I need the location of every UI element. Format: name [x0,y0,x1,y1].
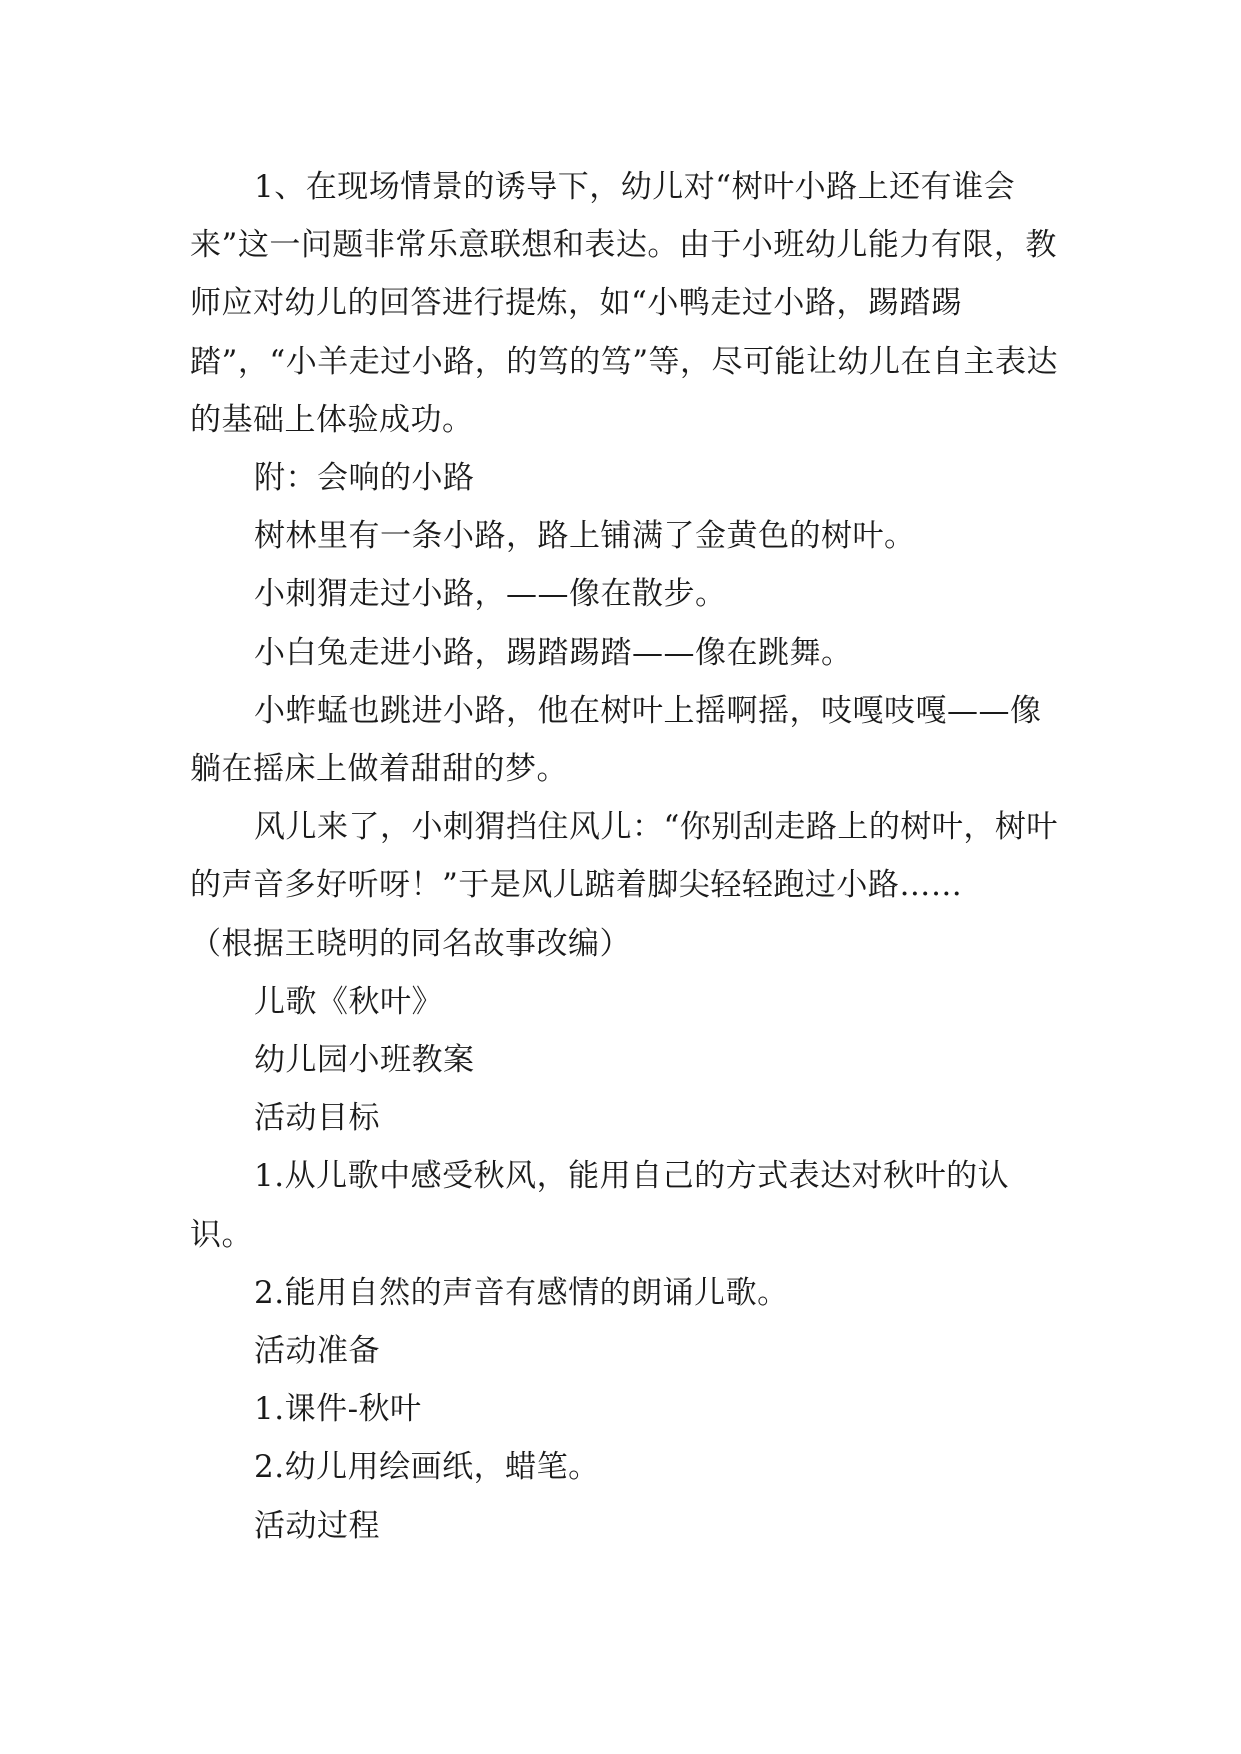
heading-appendix-story: 附：会响的小路 [254,460,475,497]
heading-activity-goals: 活动目标 [254,1100,380,1137]
goal-item: 2.能用自然的声音有感情的朗诵儿歌。 [254,1274,789,1311]
document-page [190,158,1060,1555]
story-line: 风儿来了，小刺猬挡住风儿：“你别刮走路上的树叶，树叶的声音多好听呀！”于是风儿踮着脚尖轻轻跑过小路…… [190,809,1058,904]
story-line: 树林里有一条小路，路上铺满了金黄色的树叶。 [254,518,916,555]
story-source-note: （根据王晓明的同名故事改编） [190,925,631,962]
preparation-item: 1.课件-秋叶 [254,1391,422,1428]
story-line: 小蚱蜢也跳进小路，他在树叶上摇啊摇，吱嘎吱嘎——像躺在摇床上做着甜甜的梦。 [190,692,1042,788]
goal-item: 1.从儿歌中感受秋风，能用自己的方式表达对秋叶的认识。 [190,1158,1010,1253]
heading-song-title: 儿歌《秋叶》 [254,983,443,1020]
story-line: 小刺猬走过小路，——像在散步。 [254,576,727,613]
preparation-item: 2.幼儿用绘画纸，蜡笔。 [254,1449,600,1486]
heading-activity-preparation: 活动准备 [254,1333,380,1370]
story-line: 小白兔走进小路，踢踏踢踏——像在跳舞。 [254,634,853,671]
paragraph-reflection: 1、在现场情景的诱导下，幼儿对“树叶小路上还有谁会来”这一问题非常乐意联想和表达。由于小班幼儿能力有限，教师应对幼儿的回答进行提炼，如“小鸭走过小路，踢踏踢踏”，“小羊走过小路，的笃的笃”等，尽可能让幼儿在自主表达的基础上体验成功。 [190,169,1059,438]
heading-activity-process: 活动过程 [254,1507,380,1544]
heading-lesson-plan: 幼儿园小班教案 [254,1042,475,1079]
